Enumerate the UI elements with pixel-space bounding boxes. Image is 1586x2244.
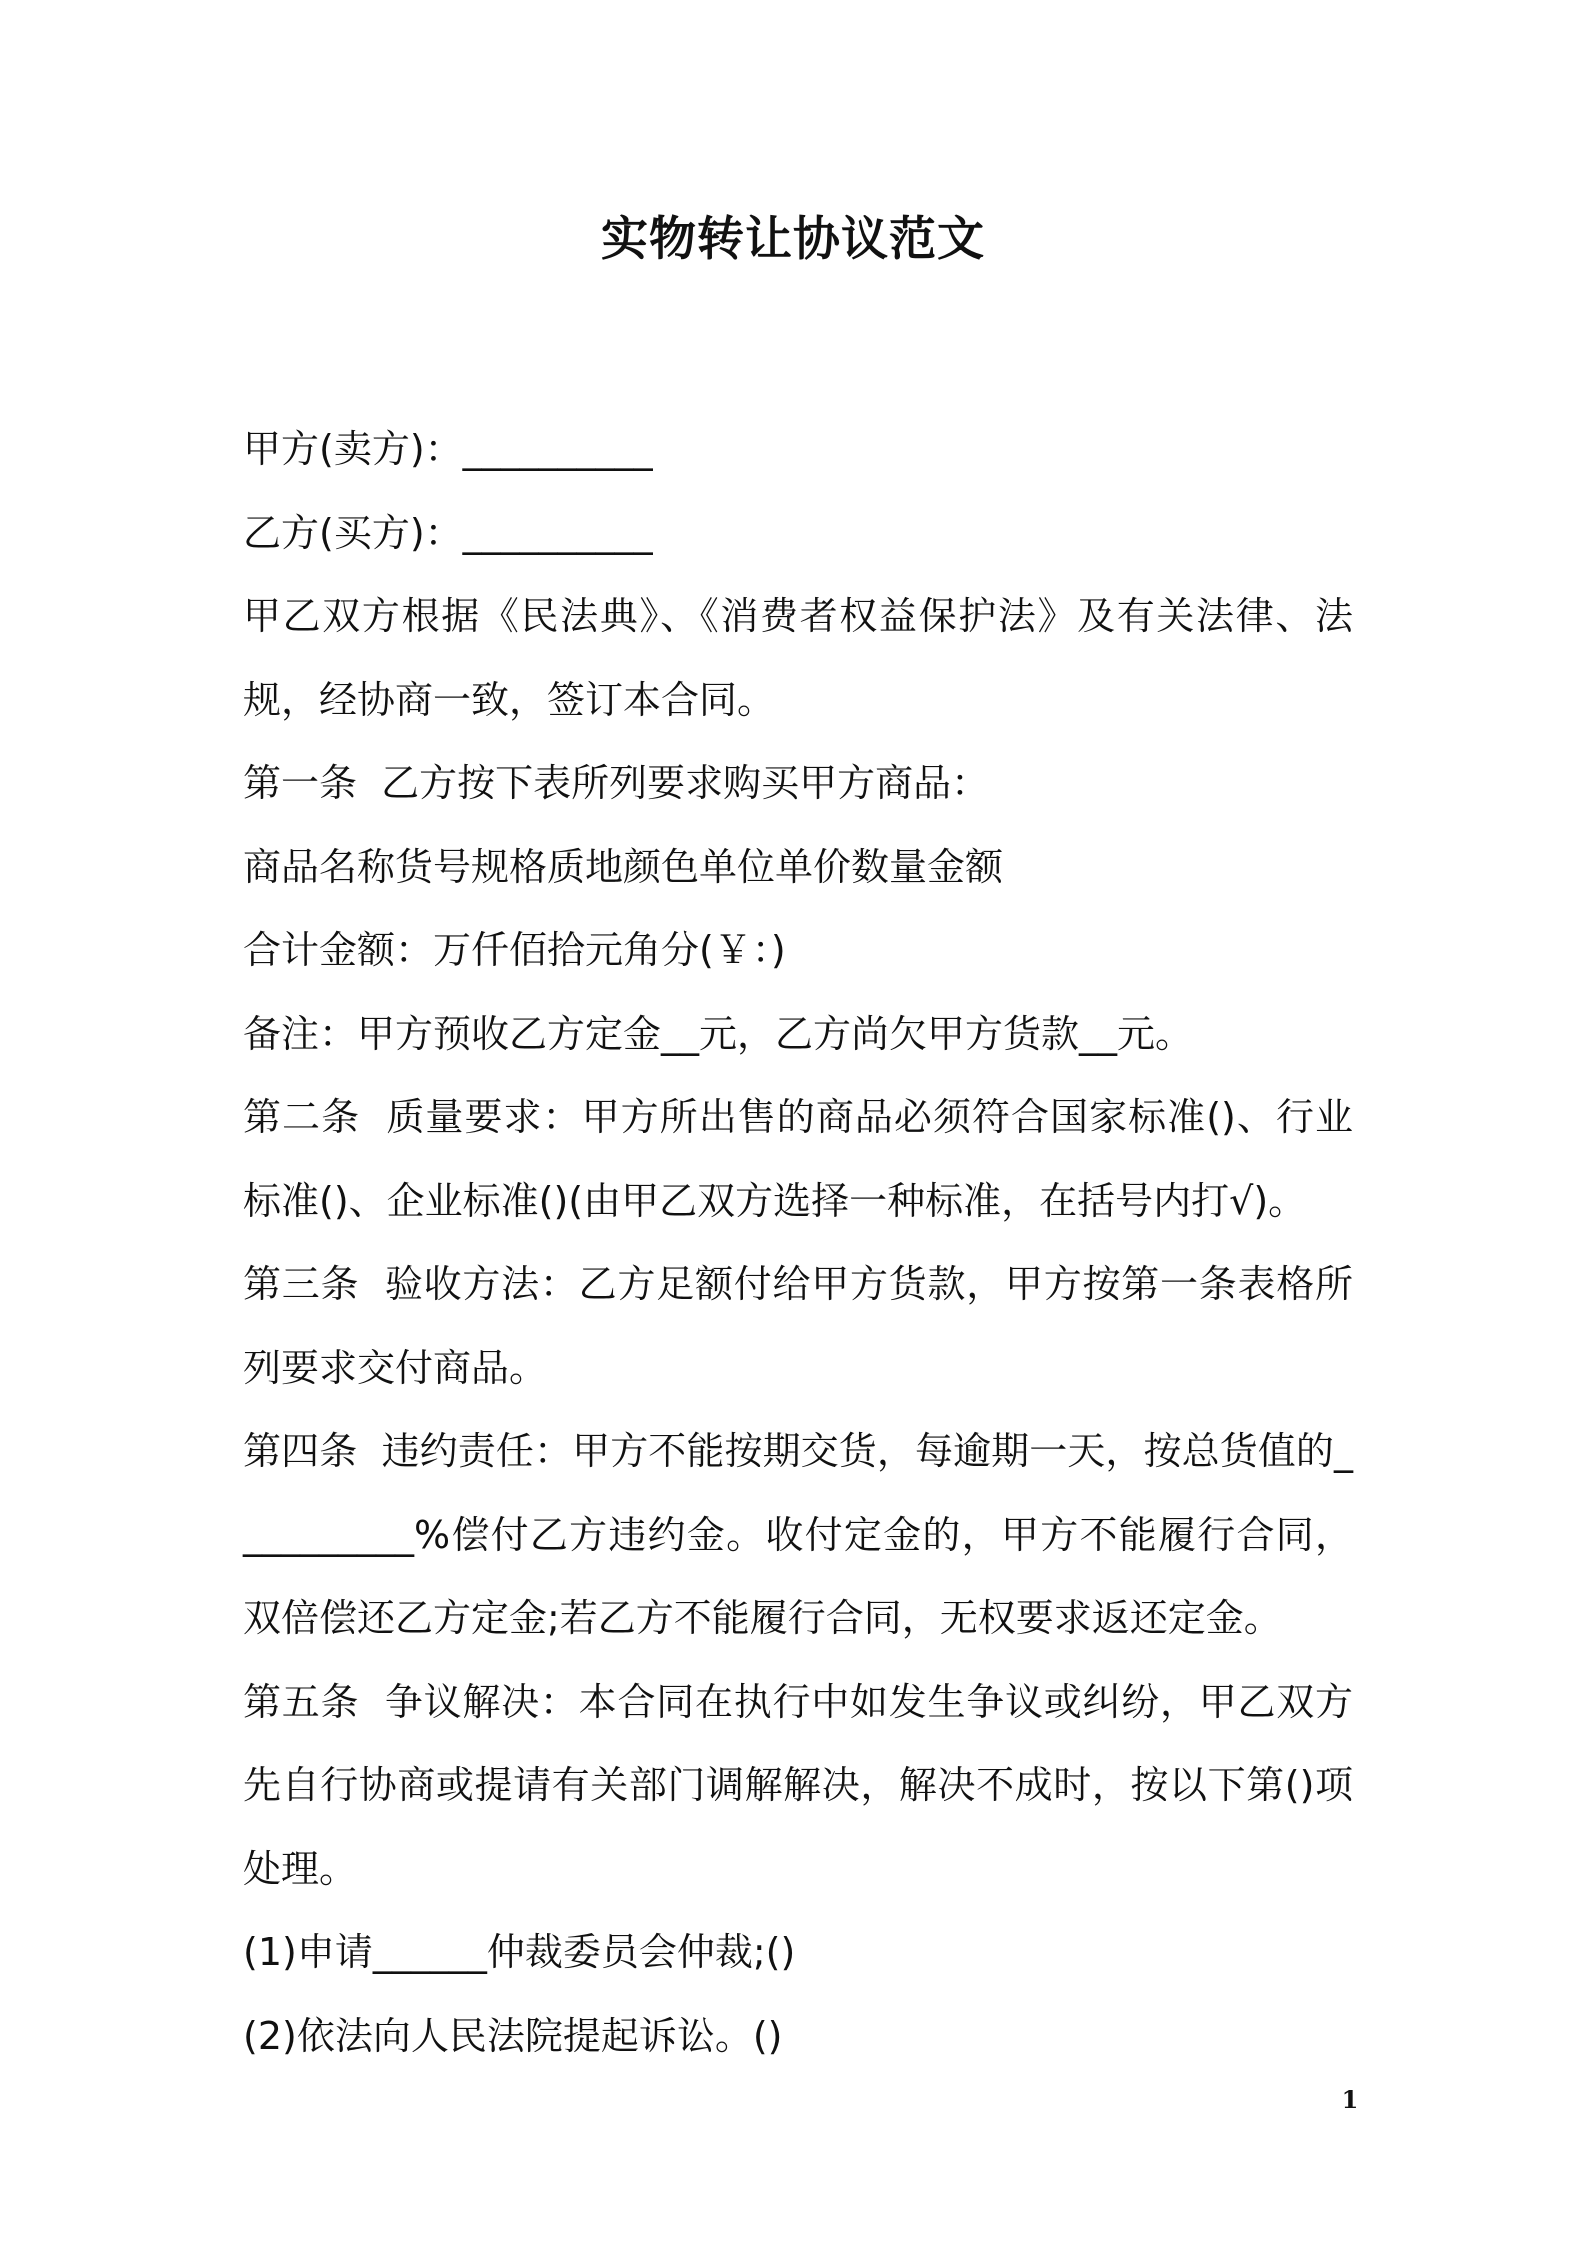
document-title: 实物转让协议范文 [601,212,985,267]
preamble-paragraph: 甲乙双方根据《民法典》、《消费者权益保护法》及有关法律、法规，经协商一致，签订本合同。 [243,594,1353,722]
article-4-paragraph: 第四条 违约责任：甲方不能按期交货，每逾期一天，按总货值的__________%偿付乙方违约金。收付定金的，甲方不能履行合同，双倍偿还乙方定金;若乙方不能履行合同，无权要求返还定金。 [243,1429,1353,1640]
article-2-paragraph: 第二条 质量要求：甲方所出售的商品必须符合国家标准()、行业标准()、企业标准()(由甲乙双方选择一种标准，在括号内打√)。 [243,1095,1353,1223]
article-5-paragraph: 第五条 争议解决：本合同在执行中如发生争议或纠纷，甲乙双方先自行协商或提请有关部门调解解决，解决不成时，按以下第()项处理。 [243,1679,1353,1891]
document-body [243,408,1353,2078]
party-b-line: 乙方(买方)：__________ [243,510,653,555]
party-a-line: 甲方(卖方)：__________ [243,427,653,471]
option-2-line: (2)依法向人民法院提起诉讼。() [243,2013,783,2058]
page-number: 1 [1341,2085,1359,2114]
option-1-line: (1)申请______仲裁委员会仲裁;() [243,1930,796,1974]
total-amount-line: 合计金额：万仟佰拾元角分(￥：) [243,928,786,972]
article-1-heading: 第一条 乙方按下表所列要求购买甲方商品： [243,761,990,805]
remarks-line: 备注：甲方预收乙方定金__元，乙方尚欠甲方货款__元。 [243,1011,1194,1056]
goods-table-header: 商品名称货号规格质地颜色单位单价数量金额 [243,844,1004,889]
article-3-paragraph: 第三条 验收方法：乙方足额付给甲方货款，甲方按第一条表格所列要求交付商品。 [243,1262,1353,1390]
